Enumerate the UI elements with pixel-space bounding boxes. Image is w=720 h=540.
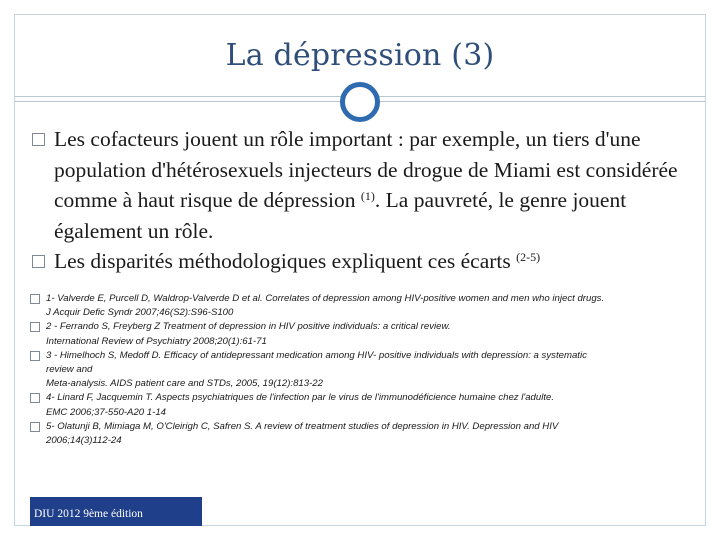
bullet-item xyxy=(30,246,690,277)
bullet-text-end: . La pauvreté, le genre jouent également un rôle. xyxy=(54,188,627,243)
checkbox-bullet-icon xyxy=(30,393,40,403)
reference-item xyxy=(30,320,700,348)
citation-superscript: (2-5) xyxy=(516,250,541,264)
reference-line: review and xyxy=(46,364,93,376)
slide-title: La dépression (3) xyxy=(225,38,495,73)
footer-label: DIU 2012 9ème édition xyxy=(30,497,202,526)
citation-superscript: (1) xyxy=(360,189,375,203)
checkbox-bullet-icon xyxy=(30,322,40,332)
reference-line: 2006;14(3)112-24 xyxy=(46,435,122,447)
reference-line: 4- Linard F, Jacquemin T. Aspects psychiatriques de l'infection par le virus de l'immunodéficience humaine chez l'adulte. xyxy=(46,392,555,404)
reference-line: EMC 2006;37-550-A20 1-14 xyxy=(46,406,166,418)
reference-line: 2 - Ferrando S, Freyberg Z Treatment of depression in HIV positive individuals: a critical review. xyxy=(46,321,451,333)
bullet-item xyxy=(30,124,690,246)
checkbox-bullet-icon xyxy=(30,351,40,361)
circle-ornament-icon xyxy=(340,82,380,122)
reference-line: 3 - Himelhoch S, Medoff D. Efficacy of antidepressant medication among HIV- positive individuals with depression: a systematic xyxy=(46,349,587,361)
reference-item xyxy=(30,292,700,320)
bullet-text: Les disparités méthodologiques expliquent ces écarts xyxy=(54,249,517,273)
reference-line: International Review of Psychiatry 2008;20(1):61-71 xyxy=(46,335,267,347)
reference-item xyxy=(30,349,700,392)
reference-line: J Acquir Defic Syndr 2007;46(S2):S96-S100 xyxy=(46,307,234,319)
checkbox-bullet-icon xyxy=(32,133,45,146)
checkbox-bullet-icon xyxy=(32,255,45,268)
reference-line: Meta-analysis. AIDS patient care and STDs, 2005, 19(12):813-22 xyxy=(46,378,323,390)
bullet-text: Les cofacteurs jouent un rôle important : par exemple, un tiers d'une population d'hétérosexuels injecteurs de drogue de Miami est considérée comme à haut risque de dépression xyxy=(54,127,678,212)
reference-item xyxy=(30,391,700,419)
checkbox-bullet-icon xyxy=(30,422,40,432)
reference-line: 1- Valverde E, Purcell D, Waldrop-Valverde D et al. Correlates of depression among HIV-positive women and men who inject drugs. xyxy=(46,293,605,304)
checkbox-bullet-icon xyxy=(30,294,40,304)
reference-line: 5- Olatunji B, Mimiaga M, O'Cleirigh C, Safren S. A review of treatment studies of depression in HIV. Depression and HIV xyxy=(46,420,559,432)
references-list xyxy=(30,292,700,448)
reference-item xyxy=(30,420,700,448)
slide-body xyxy=(30,124,690,277)
